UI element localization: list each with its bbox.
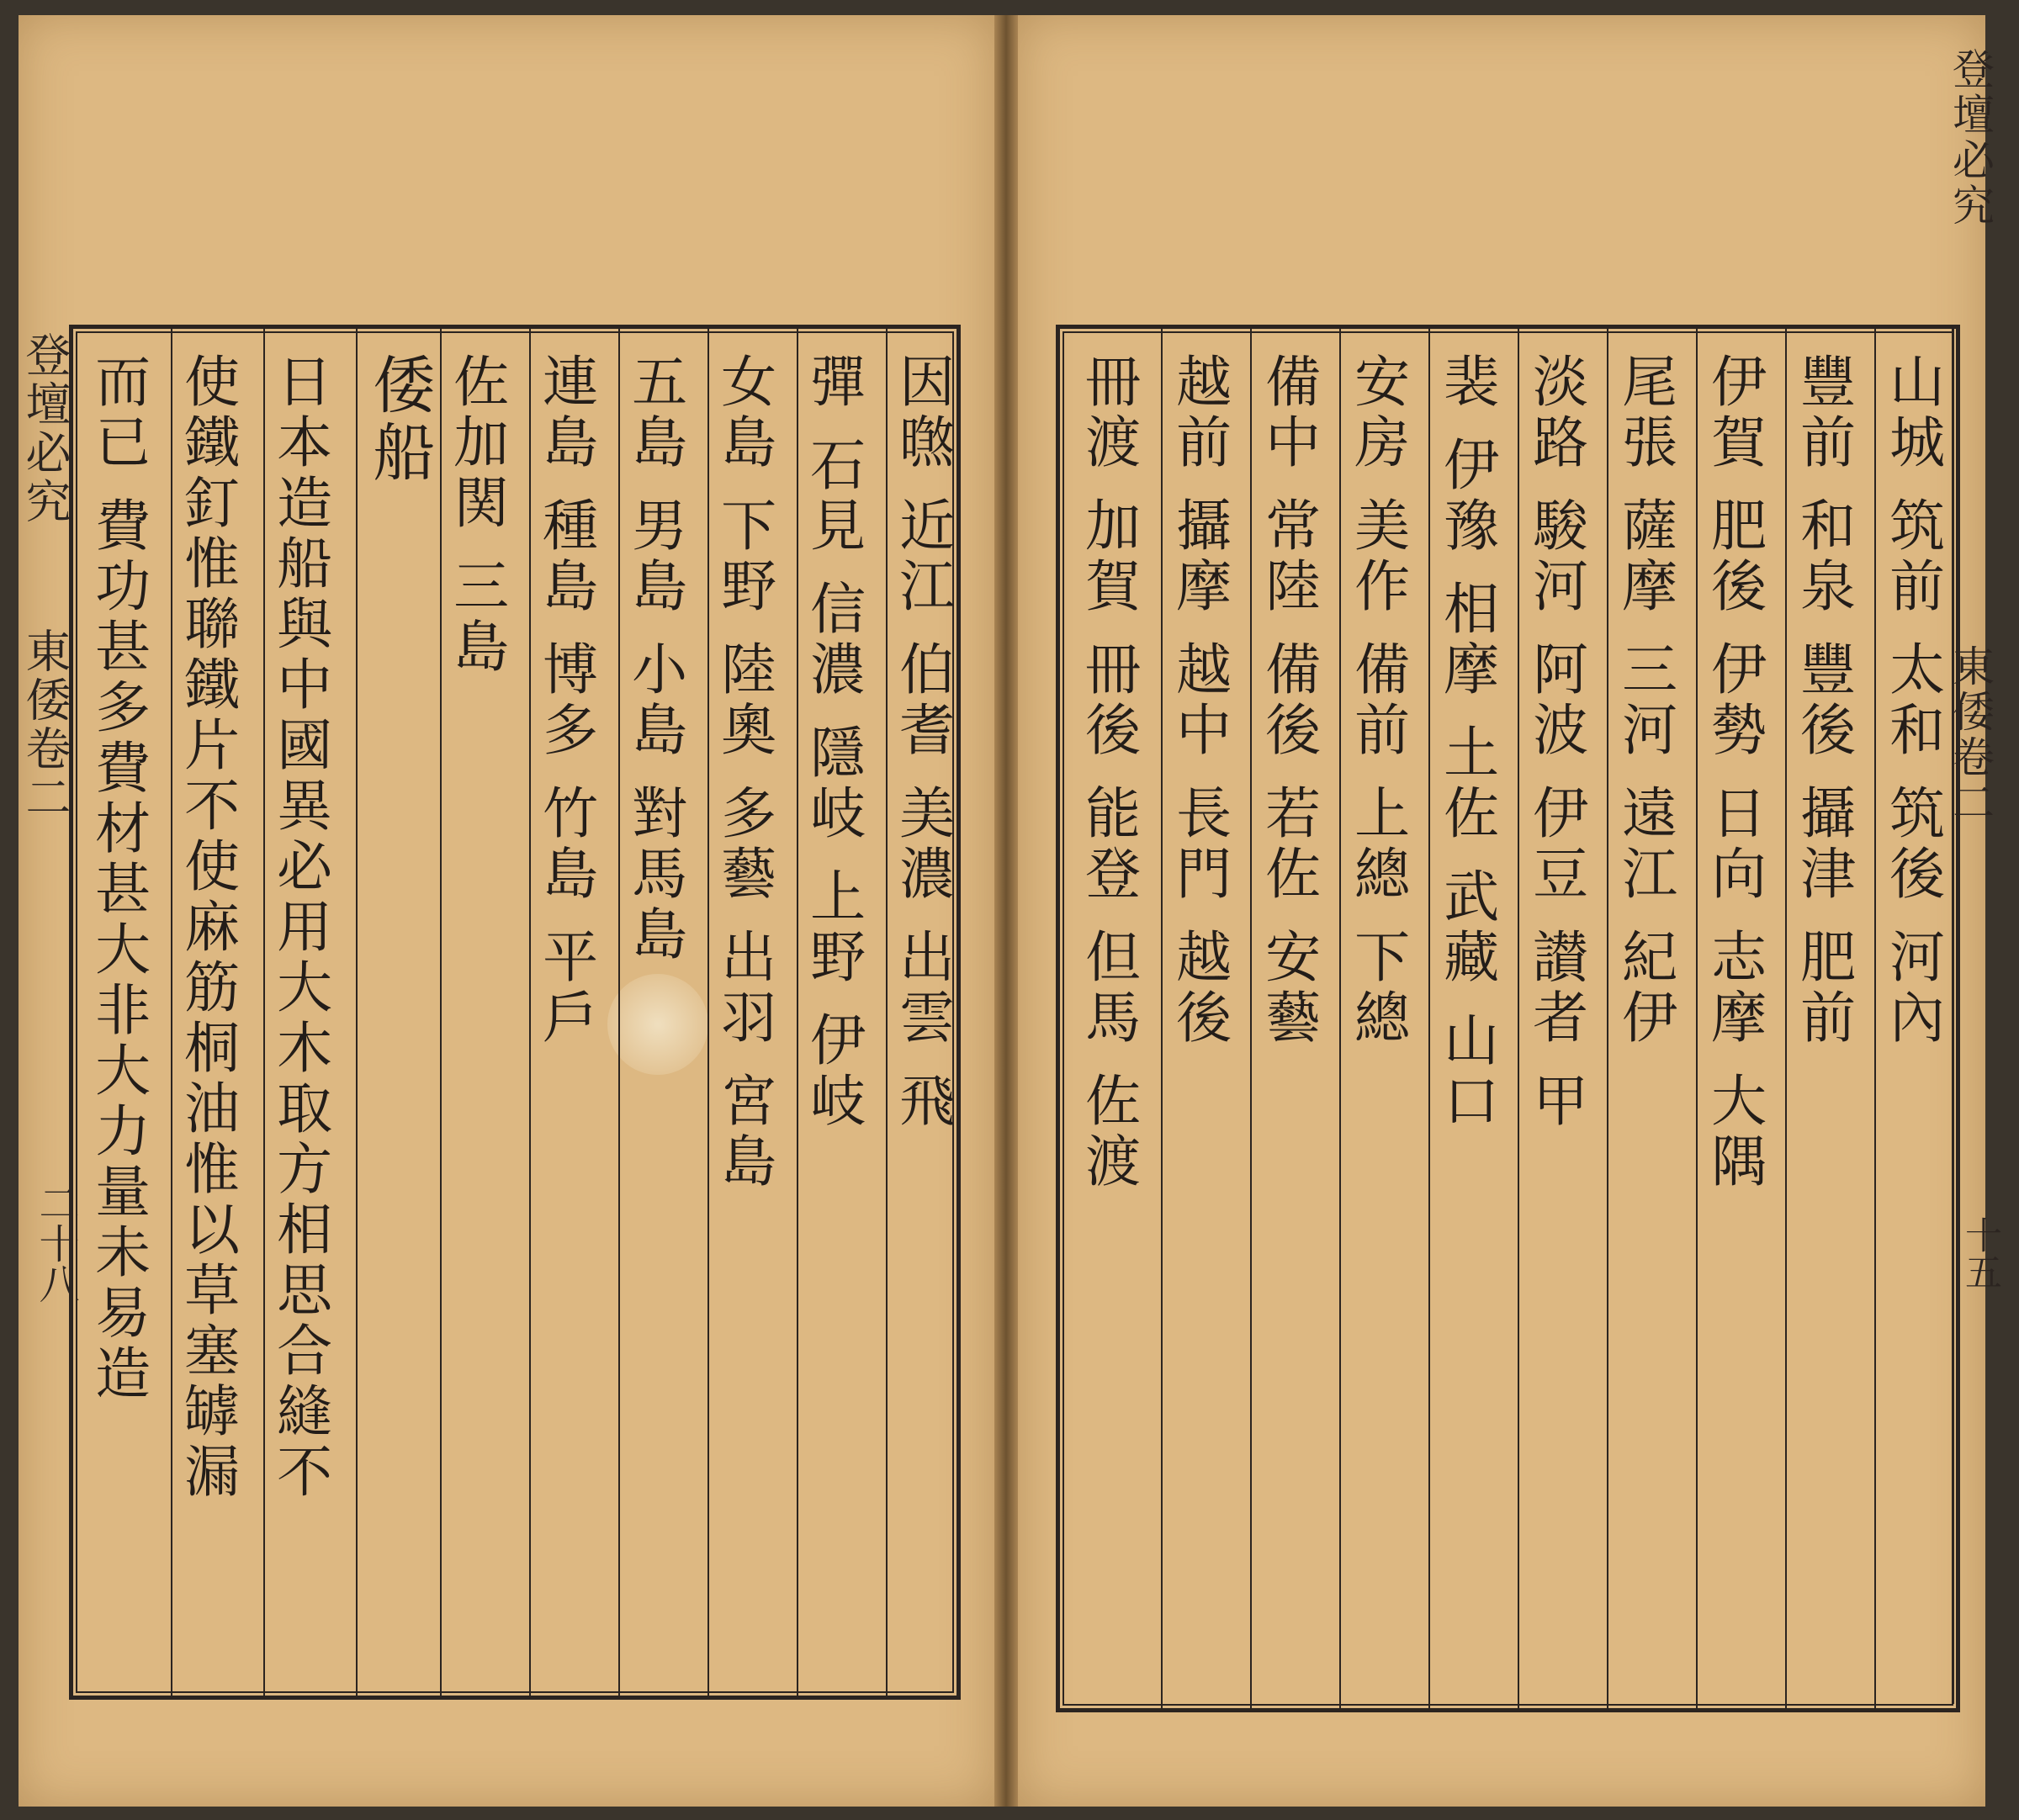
- column-text: 安房 美作 備前 上總 下總: [1344, 352, 1410, 1049]
- column-text: 豐前 和泉 豐後 攝津 肥前: [1790, 352, 1856, 1049]
- column-text: 裴 伊豫 相摩 土佐 武藏 山口: [1433, 352, 1499, 1132]
- column: [1607, 329, 1608, 1708]
- column: [1161, 329, 1163, 1708]
- column: [886, 329, 888, 1696]
- column: [440, 329, 442, 1696]
- book-spine: [994, 15, 1018, 1807]
- column: [618, 329, 620, 1696]
- column-text: 淡路 駿河 阿波 伊豆 讃者 甲: [1523, 352, 1588, 1132]
- column-text: 使鐵釘惟聯鐵片不使麻筋桐油惟以草塞罅漏: [174, 352, 240, 1503]
- column: [529, 329, 531, 1696]
- margin-title: 登壇必究: [1946, 47, 1995, 229]
- right-margin-strip: [1946, 47, 2001, 1704]
- column: [1518, 329, 1519, 1708]
- column: [1785, 329, 1787, 1708]
- margin-title: 登壇必究: [19, 331, 72, 526]
- column: [797, 329, 798, 1696]
- column-text: 連島 種島 博多 竹島 平戶: [533, 352, 598, 1049]
- left-page: [19, 15, 994, 1807]
- right-page: [1018, 15, 2001, 1807]
- column: [1250, 329, 1252, 1708]
- column: [263, 329, 265, 1696]
- column-text: 越前 攝摩 越中 長門 越後: [1166, 352, 1232, 1049]
- column-text: 尾張 薩摩 三河 遠江 紀伊: [1612, 352, 1677, 1049]
- column-text: 佐加関 三島: [443, 352, 509, 678]
- column-text: 因㬠 近江 伯耆 美濃 出雲 飛: [889, 352, 955, 1132]
- column-text: 而已 費功甚多費材甚大非大力量未易造: [85, 352, 151, 1405]
- column-text: 女島 下野 陸奧 多藝 出羽 宮島: [711, 352, 776, 1193]
- column-text: 彈 石見 信濃 隱岐 上野 伊岐: [800, 352, 866, 1132]
- column-text: 備中 常陸 備後 若佐 安藝: [1255, 352, 1321, 1049]
- column: [171, 329, 172, 1696]
- column-text: 山城 筑前 太和 筑後 河內: [1879, 352, 1945, 1049]
- margin-section: 東倭卷二: [19, 627, 72, 823]
- column: [1874, 329, 1876, 1708]
- column-text: 日本造船與中國異必用大木取方相思合縫不: [267, 352, 332, 1503]
- margin-page-number: 十五: [1958, 1216, 2001, 1290]
- column-text: 伊賀 肥後 伊勢 日向 志摩 大隅: [1701, 352, 1767, 1193]
- text-frame: [69, 325, 961, 1700]
- column: [1428, 329, 1430, 1708]
- column: [356, 329, 358, 1696]
- margin-section: 東倭卷二: [1946, 644, 1995, 826]
- column: [707, 329, 709, 1696]
- text-frame: [1056, 325, 1960, 1712]
- column: [1696, 329, 1698, 1708]
- column-text: 五島 男島 小島 對馬島: [622, 352, 687, 966]
- margin-page-number: 二十八: [32, 1182, 79, 1304]
- column-text: 冊渡 加賀 冊後 能登 但馬 佐渡: [1075, 352, 1141, 1193]
- left-margin-strip: [19, 325, 79, 1691]
- column: [1339, 329, 1341, 1708]
- section-heading: 倭船: [363, 352, 436, 487]
